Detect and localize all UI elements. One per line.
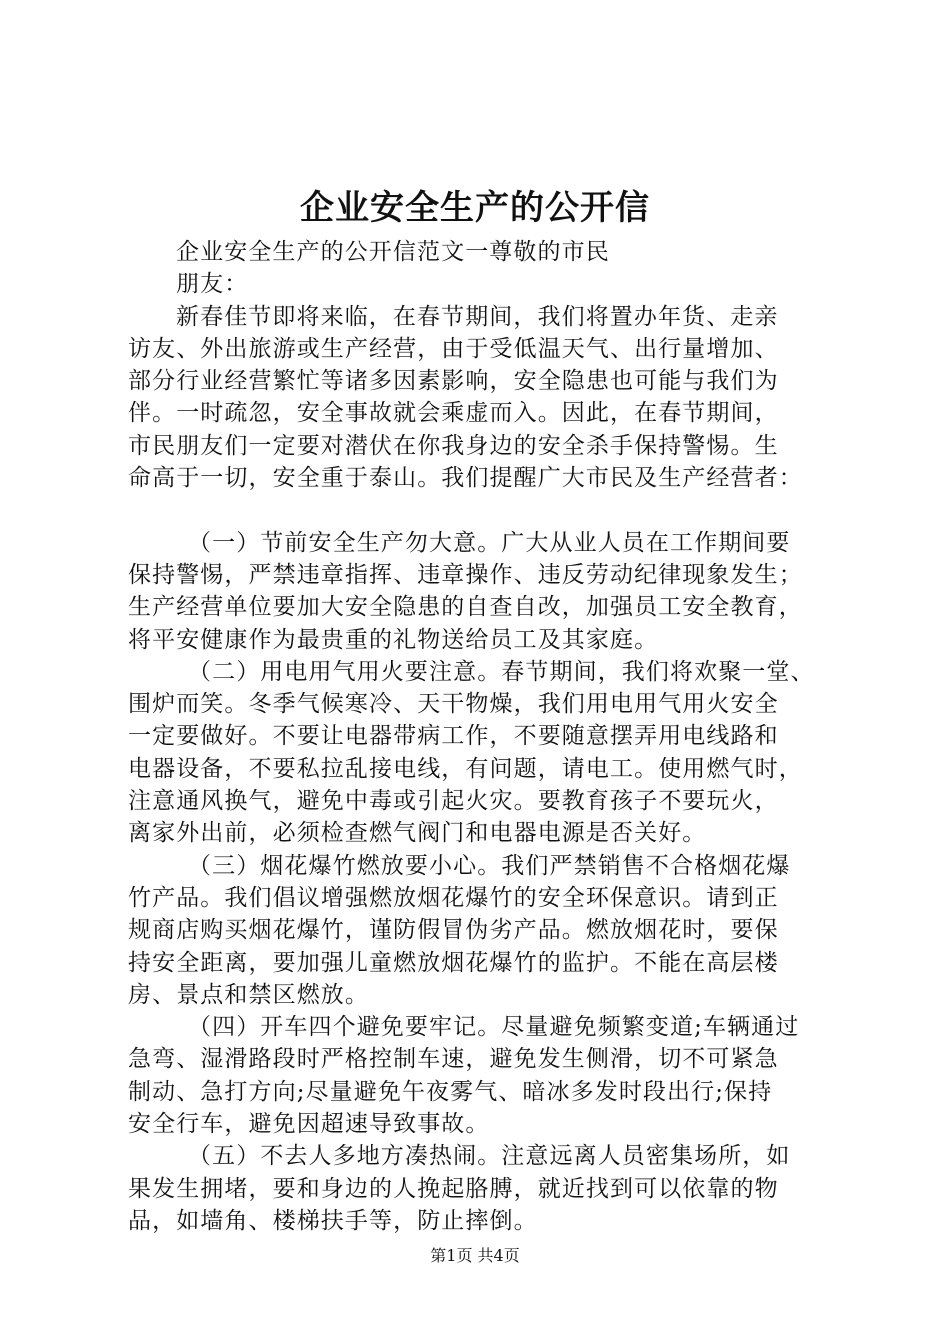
section-1-line: 生产经营单位要加大安全隐患的自查自改，加强员工安全教育，: [128, 594, 803, 621]
section-3-line: 持安全距离，要加强儿童燃放烟花爆竹的监护。不能在高层楼: [128, 949, 779, 976]
section-1-line: 将平安健康作为最贵重的礼物送给员工及其家庭。: [128, 626, 659, 653]
section-4-line: 安全行车，避免因超速导致事故。: [128, 1111, 490, 1138]
document-body: [128, 236, 834, 1237]
section-2-line: （二）用电用气用火要注意。春节期间，我们将欢聚一堂、: [188, 658, 815, 685]
section-3-line: 房、景点和禁区燃放。: [128, 981, 369, 1008]
document-title: 企业安全生产的公开信: [300, 188, 650, 228]
paragraph-line: 伴。一时疏忽，安全事故就会乘虚而入。因此，在春节期间，: [128, 400, 779, 427]
page-number-footer: 第1页 共4页: [430, 1246, 520, 1265]
section-3-line: 竹产品。我们倡议增强燃放烟花爆竹的安全环保意识。请到正: [128, 884, 779, 911]
section-3-line: （三）烟花爆竹燃放要小心。我们严禁销售不合格烟花爆: [188, 852, 791, 879]
section-3-line: 规商店购买烟花爆竹，谨防假冒伪劣产品。燃放烟花时，要保: [128, 917, 779, 944]
intro-line: 企业安全生产的公开信范文一尊敬的市民: [176, 239, 610, 265]
section-4-line: （四）开车四个避免要牢记。尽量避免频繁变道;车辆通过: [188, 1014, 800, 1041]
section-2-line: 围炉而笑。冬季气候寒冷、天干物燥，我们用电用气用火安全: [128, 691, 779, 718]
salutation-line: 朋友：: [176, 271, 249, 298]
section-1-line: 保持警惕，严禁违章指挥、违章操作、违反劳动纪律现象发生；: [128, 561, 803, 588]
section-5-line: 果发生拥堵，要和身边的人挽起胳膊，就近找到可以依靠的物: [128, 1175, 779, 1202]
paragraph-line: 部分行业经营繁忙等诸多因素影响，安全隐患也可能与我们为: [128, 368, 779, 395]
paragraph-line: 命高于一切，安全重于泰山。我们提醒广大市民及生产经营者：: [128, 465, 803, 492]
section-5-line: （五）不去人多地方凑热闹。注意远离人员密集场所，如: [188, 1143, 791, 1170]
section-2-line: 离家外出前，必须检查燃气阀门和电器电源是否关好。: [128, 820, 707, 847]
paragraph-line: 访友、外出旅游或生产经营，由于受低温天气、出行量增加、: [128, 335, 779, 362]
paragraph-gap: [128, 494, 834, 526]
paragraph-line: 市民朋友们一定要对潜伏在你我身边的安全杀手保持警惕。生: [128, 432, 779, 459]
paragraph-line: 新春佳节即将来临，在春节期间，我们将置办年货、走亲: [176, 303, 779, 330]
section-4-line: 急弯、湿滑路段时严格控制车速，避免发生侧滑，切不可紧急: [128, 1046, 779, 1073]
section-2-line: 一定要做好。不要让电器带病工作，不要随意摆弄用电线路和: [128, 723, 779, 750]
section-1-line: （一）节前安全生产勿大意。广大从业人员在工作期间要: [188, 529, 791, 556]
section-4-line: 制动、急打方向;尽量避免午夜雾气、暗冰多发时段出行;保持: [128, 1078, 773, 1105]
section-2-line: 电器设备，不要私拉乱接电线，有问题，请电工。使用燃气时，: [128, 755, 803, 782]
section-5-line: 品，如墙角、楼梯扶手等，防止摔倒。: [128, 1207, 538, 1234]
section-2-line: 注意通风换气，避免中毒或引起火灾。要教育孩子不要玩火，: [128, 788, 779, 815]
